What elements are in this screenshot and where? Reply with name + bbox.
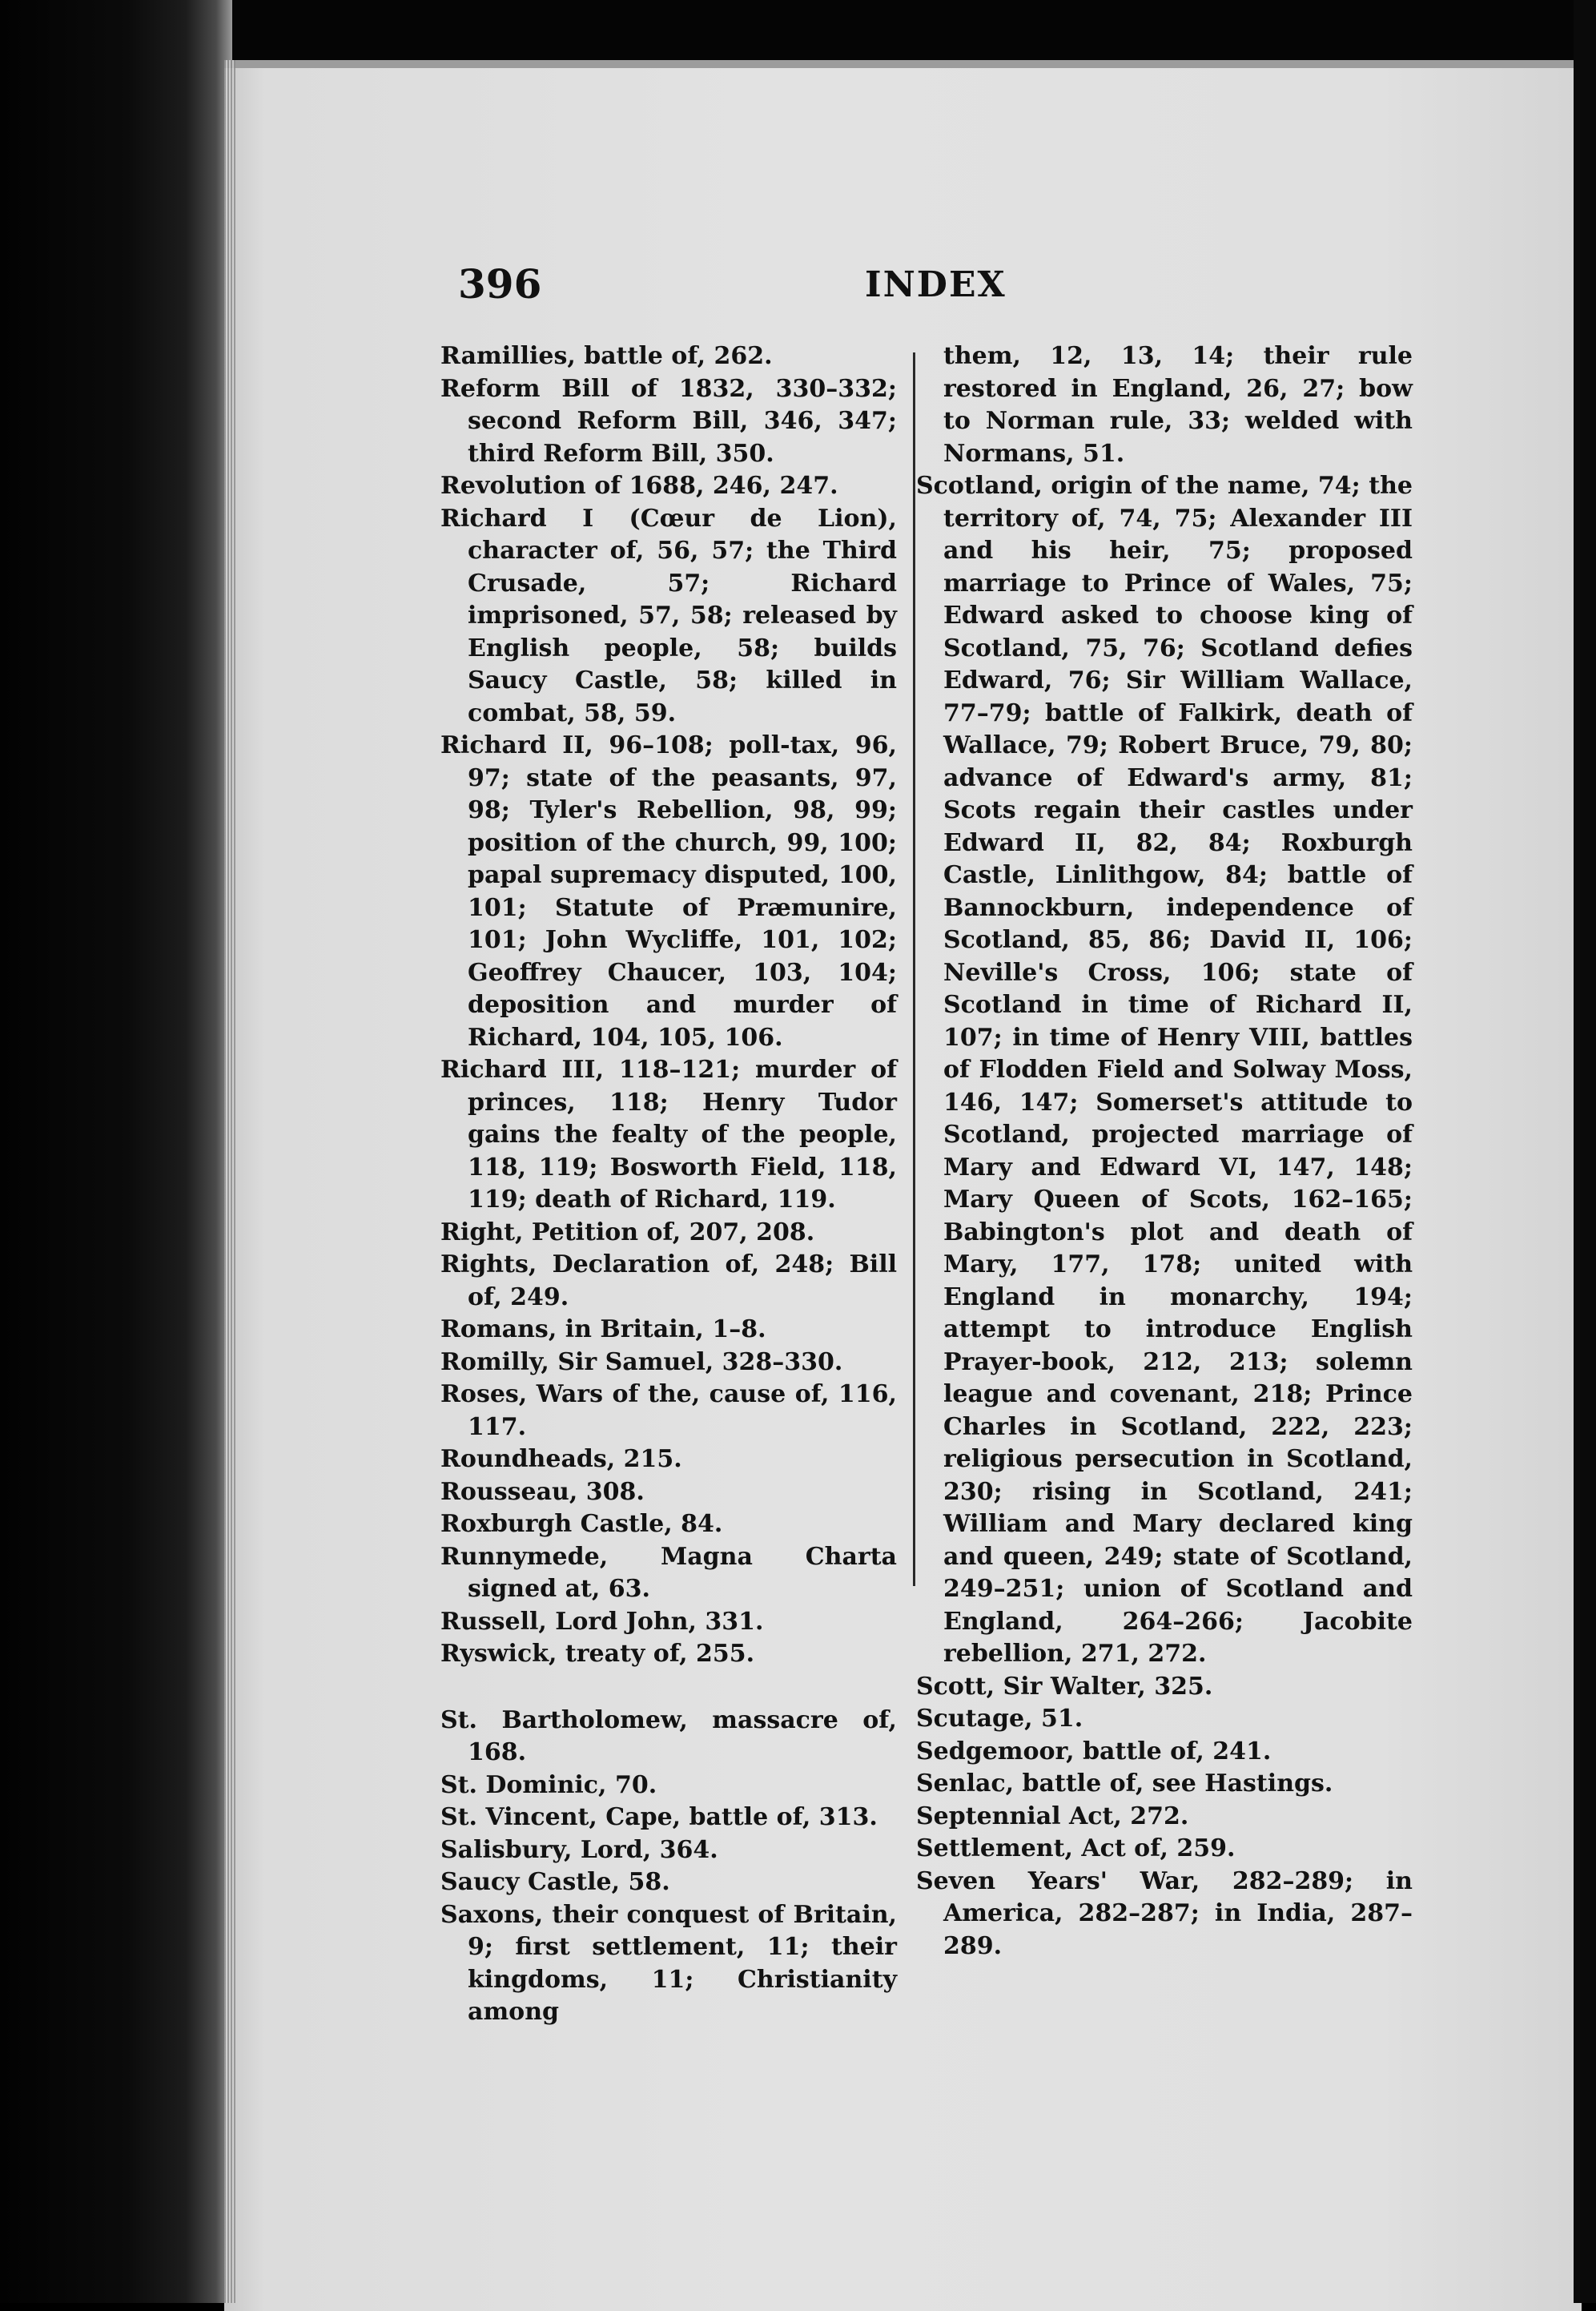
index-entry: Salisbury, Lord, 364. <box>440 1835 718 1864</box>
index-entry: Revolution of 1688, 246, 247. <box>440 472 838 500</box>
running-head <box>458 260 1387 316</box>
index-entry: Right, Petition of, 207, 208. <box>440 1218 815 1246</box>
column-divider <box>913 352 915 1586</box>
index-entry: St. Bartholomew, massacre of, 168. <box>440 1705 897 1766</box>
index-entry: Settlement, Act of, 259. <box>916 1834 1236 1862</box>
index-entry: Richard II, 96–108; poll-tax, 96, 97; state of the peasants, 97, 98; Tyler's Rebellion, 98, 99; position of the church, 99, 100; papal supremacy disputed, 100, 101; Statute of Præmunire, 101; John Wycliffe, 101, 102; Geoffrey Chaucer, 103, 104; deposition and murder of Richard, 104, 105, 106. <box>440 731 897 1052</box>
section-gap <box>440 1671 897 1705</box>
index-entry: Septennial Act, 272. <box>916 1802 1189 1830</box>
index-entry: St. Dominic, 70. <box>440 1770 657 1799</box>
index-entry: Roses, Wars of the, cause of, 116, 117. <box>440 1380 897 1441</box>
scan-top-margin <box>0 0 1596 62</box>
index-entry: Sedgemoor, battle of, 241. <box>916 1737 1272 1765</box>
index-entry: Ramillies, battle of, 262. <box>440 342 773 370</box>
index-entry: Romans, in Britain, 1–8. <box>440 1315 766 1343</box>
index-entry: Roxburgh Castle, 84. <box>440 1510 723 1538</box>
index-entry: Seven Years' War, 282–289; in America, 282–287; in India, 287–289. <box>916 1866 1413 1960</box>
index-entry: Richard I (Cœur de Lion), character of, 56, 57; the Third Crusade, 57; Richard imprisoned, 57, 58; released by English people, 58; builds Saucy Castle, 58; killed in combat, 58, 59. <box>440 504 897 727</box>
page-number: 396 <box>458 260 542 308</box>
index-entry: Rousseau, 308. <box>440 1477 645 1506</box>
index-column-right <box>916 340 1413 1963</box>
index-entry: Saucy Castle, 58. <box>440 1868 670 1896</box>
index-entry-continuation: them, 12, 13, 14; their rule restored in England, 26, 27; bow to Norman rule, 33; welded with Normans, 51. <box>943 342 1413 468</box>
index-entry: St. Vincent, Cape, battle of, 313. <box>440 1803 878 1831</box>
index-entry: Runnymede, Magna Charta signed at, 63. <box>440 1542 897 1603</box>
scan-right-margin <box>1574 0 1596 2303</box>
index-entry: Reform Bill of 1832, 330–332; second Reform Bill, 346, 347; third Reform Bill, 350. <box>440 374 897 468</box>
index-entry: Scotland, origin of the name, 74; the territory of, 74, 75; Alexander III and his heir, 75; proposed marriage to Prince of Wales, 75; Edward asked to choose king of Scotland, 75, 76; Scotland defies Edward, 76; Sir William Wallace, 77–79; battle of Falkirk, death of Wallace, 79; Robert Bruce, 79, 80; advance of Edward's army, 81; Scots regain their castles under Edward II, 82, 84; Roxburgh Castle, Linlithgow, 84; battle of Bannockburn, independence of Scotland, 85, 86; David II, 106; Neville's Cross, 106; state of Scotland in time of Richard II, 107; in time of Henry VIII, battles of Flodden Field and Solway Moss, 146, 147; Somerset's attitude to Scotland, projected marriage of Mary and Edward VI, 147, 148; Mary Queen of Scots, 162–165; Babington's plot and death of Mary, 177, 178; united with England in monarchy, 194; attempt to introduce English Prayer-book, 212, 213; solemn league and covenant, 218; Prince Charles in Scotland, 222, 223; religious persecution in Scotland, 230; rising in Scotland, 241; William and Mary declared king and queen, 249; state of Scotland, 249–251; union of Scotland and England, 264–266; Jacobite rebellion, 271, 272. <box>916 472 1413 1668</box>
index-entry: Scott, Sir Walter, 325. <box>916 1672 1213 1701</box>
index-entry: Richard III, 118–121; murder of princes, 118; Henry Tudor gains the fealty of the people, 118, 119; Bosworth Field, 118, 119; death of Richard, 119. <box>440 1056 897 1214</box>
index-entry: Romilly, Sir Samuel, 328–330. <box>440 1347 843 1376</box>
index-entry: Roundheads, 215. <box>440 1445 682 1473</box>
index-entry: Russell, Lord John, 331. <box>440 1607 764 1636</box>
book-spine-shadow <box>0 0 232 2303</box>
index-entry: Scutage, 51. <box>916 1705 1083 1733</box>
page-edge-stack <box>224 60 235 2303</box>
index-entry: Rights, Declaration of, 248; Bill of, 249. <box>440 1250 897 1311</box>
index-entry: Senlac, battle of, see Hastings. <box>916 1769 1333 1798</box>
index-entry: Ryswick, treaty of, 255. <box>440 1640 755 1668</box>
running-title: INDEX <box>865 264 1007 305</box>
index-entry: Saxons, their conquest of Britain, 9; first settlement, 11; their kingdoms, 11; Christianity among <box>440 1900 897 2026</box>
index-column-left <box>440 340 897 2029</box>
